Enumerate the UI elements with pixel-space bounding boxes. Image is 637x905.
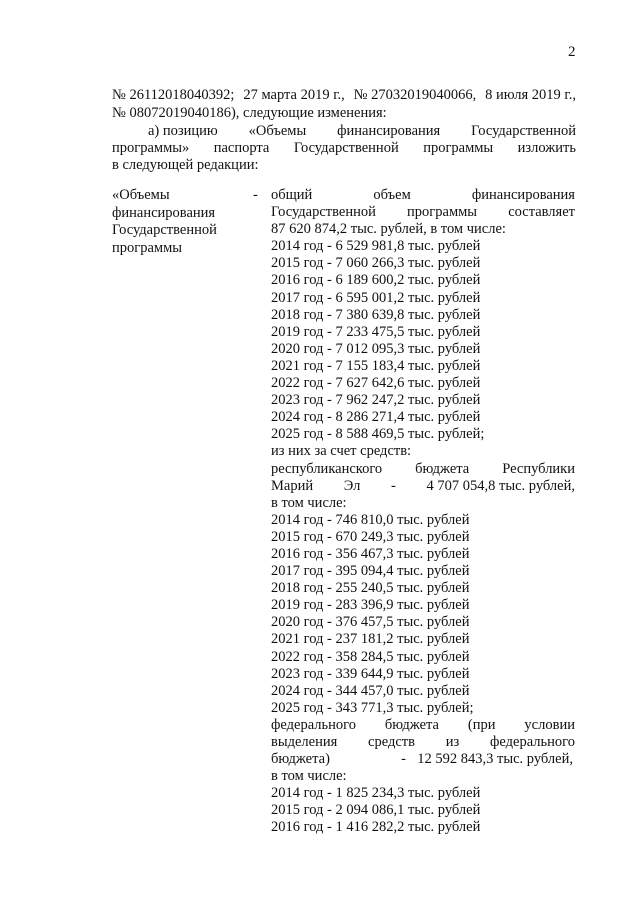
federal-text: бюджета) <box>271 751 330 768</box>
federal-text: средств <box>368 734 415 750</box>
total-year: 2015 год - 7 060 266,3 тыс. рублей <box>271 255 481 272</box>
republican-text: 4 707 054,8 тыс. рублей, <box>426 477 575 494</box>
total-year: 2022 год - 7 627 642,6 тыс. рублей <box>271 375 481 392</box>
intro-text: изложить <box>517 140 576 156</box>
intro-line-5: в следующей редакции: <box>112 157 259 173</box>
total-year: 2016 год - 6 189 600,2 тыс. рублей <box>271 272 481 289</box>
intro-text: Государственной <box>471 123 576 139</box>
intro-line-2: № 08072019040186), следующие изменения: <box>112 105 387 121</box>
republican-year: 2021 год - 237 181,2 тыс. рублей <box>271 631 470 648</box>
republican-year: 2024 год - 344 457,0 тыс. рублей <box>271 682 470 699</box>
republican-year: 2017 год - 395 094,4 тыс. рублей <box>271 563 470 580</box>
federal-text: федерального <box>271 716 356 733</box>
federal-text: 12 592 843,3 тыс. рублей, <box>417 751 573 768</box>
republican-text: Республики <box>502 460 575 477</box>
of-which-line: из них за счет средств: <box>271 443 412 460</box>
federal-year: 2015 год - 2 094 086,1 тыс. рублей <box>271 802 481 819</box>
republican-year: 2016 год - 356 467,3 тыс. рублей <box>271 545 470 562</box>
republican-year: 2018 год - 255 240,5 тыс. рублей <box>271 580 470 597</box>
federal-year: 2014 год - 1 825 234,3 тыс. рублей <box>271 785 481 802</box>
intro-text: № 26112018040392; <box>112 87 235 103</box>
intro-text: а) позицию <box>148 123 218 139</box>
federal-line-1 <box>271 717 575 734</box>
intro-line-4 <box>112 140 576 156</box>
republican-year: 2019 год - 283 396,9 тыс. рублей <box>271 597 470 614</box>
republican-year: 2023 год - 339 644,9 тыс. рублей <box>271 665 470 682</box>
federal-line-3 <box>271 751 575 768</box>
total-text: программы <box>407 204 478 221</box>
federal-text: - <box>401 751 407 768</box>
total-year: 2020 год - 7 012 095,3 тыс. рублей <box>271 340 481 357</box>
intro-text: финансирования <box>337 123 441 139</box>
total-text: общий <box>271 187 313 203</box>
federal-text: выделения <box>271 734 338 750</box>
position-label-line: Государственной <box>112 222 217 238</box>
republican-text: республиканского <box>271 460 383 477</box>
total-year: 2024 год - 8 286 271,4 тыс. рублей <box>271 409 481 426</box>
total-text: составляет <box>508 204 575 221</box>
republican-year: 2020 год - 376 457,5 тыс. рублей <box>271 614 470 631</box>
total-line-1 <box>271 187 575 204</box>
total-year: 2021 год - 7 155 183,4 тыс. рублей <box>271 357 481 374</box>
intro-line-1 <box>112 87 576 103</box>
republican-line-2 <box>271 478 575 495</box>
federal-text: условии <box>524 716 575 733</box>
position-label-line: «Объемы <box>112 187 170 203</box>
total-line-2 <box>271 204 575 221</box>
total-year: 2023 год - 7 962 247,2 тыс. рублей <box>271 392 481 409</box>
total-text: Государственной <box>271 204 376 221</box>
total-text: объем <box>373 187 411 203</box>
intro-text: программы» <box>112 140 190 156</box>
total-year: 2019 год - 7 233 475,5 тыс. рублей <box>271 323 481 340</box>
intro-text: 8 июля 2019 г., <box>485 87 576 103</box>
position-label-line: программы <box>112 239 182 256</box>
intro-line-3 <box>148 123 576 139</box>
total-year: 2014 год - 6 529 981,8 тыс. рублей <box>271 238 481 255</box>
total-text: финансирования <box>471 187 575 203</box>
federal-text: бюджета <box>384 716 439 733</box>
intro-text: программы <box>423 140 494 156</box>
republican-text: Эл <box>343 477 361 494</box>
position-dash: - <box>253 187 258 203</box>
intro-text: «Объемы <box>248 123 307 139</box>
federal-line-4: в том числе: <box>271 768 347 785</box>
total-year: 2018 год - 7 380 639,8 тыс. рублей <box>271 306 481 323</box>
page-number: 2 <box>568 44 576 60</box>
republican-year: 2025 год - 343 771,3 тыс. рублей; <box>271 699 474 716</box>
intro-text: паспорта <box>213 140 270 156</box>
republican-year: 2014 год - 746 810,0 тыс. рублей <box>271 511 470 528</box>
republican-year: 2022 год - 358 284,5 тыс. рублей <box>271 648 470 665</box>
republican-text: Марий <box>271 477 314 494</box>
federal-text: (при <box>467 716 496 733</box>
federal-text: из <box>445 734 460 750</box>
federal-text: федерального <box>490 734 575 750</box>
position-value <box>271 187 575 837</box>
republican-line-3: в том числе: <box>271 494 347 511</box>
federal-year: 2016 год - 1 416 282,2 тыс. рублей <box>271 819 481 836</box>
total-year: 2017 год - 6 595 001,2 тыс. рублей <box>271 289 481 306</box>
federal-line-2 <box>271 734 575 751</box>
intro-text: Государственной <box>293 140 399 156</box>
intro-text: № 27032019040066, <box>353 87 477 103</box>
republican-text: - <box>391 477 396 494</box>
position-label-line: финансирования <box>112 204 216 221</box>
position-label <box>112 187 217 257</box>
republican-year: 2015 год - 670 249,3 тыс. рублей <box>271 528 470 545</box>
republican-text: бюджета <box>415 460 470 477</box>
republican-line-1 <box>271 461 575 478</box>
intro-text: 27 марта 2019 г., <box>243 87 345 103</box>
total-year: 2025 год - 8 588 469,5 тыс. рублей; <box>271 426 485 443</box>
total-line-3: 87 620 874,2 тыс. рублей, в том числе: <box>271 221 506 238</box>
